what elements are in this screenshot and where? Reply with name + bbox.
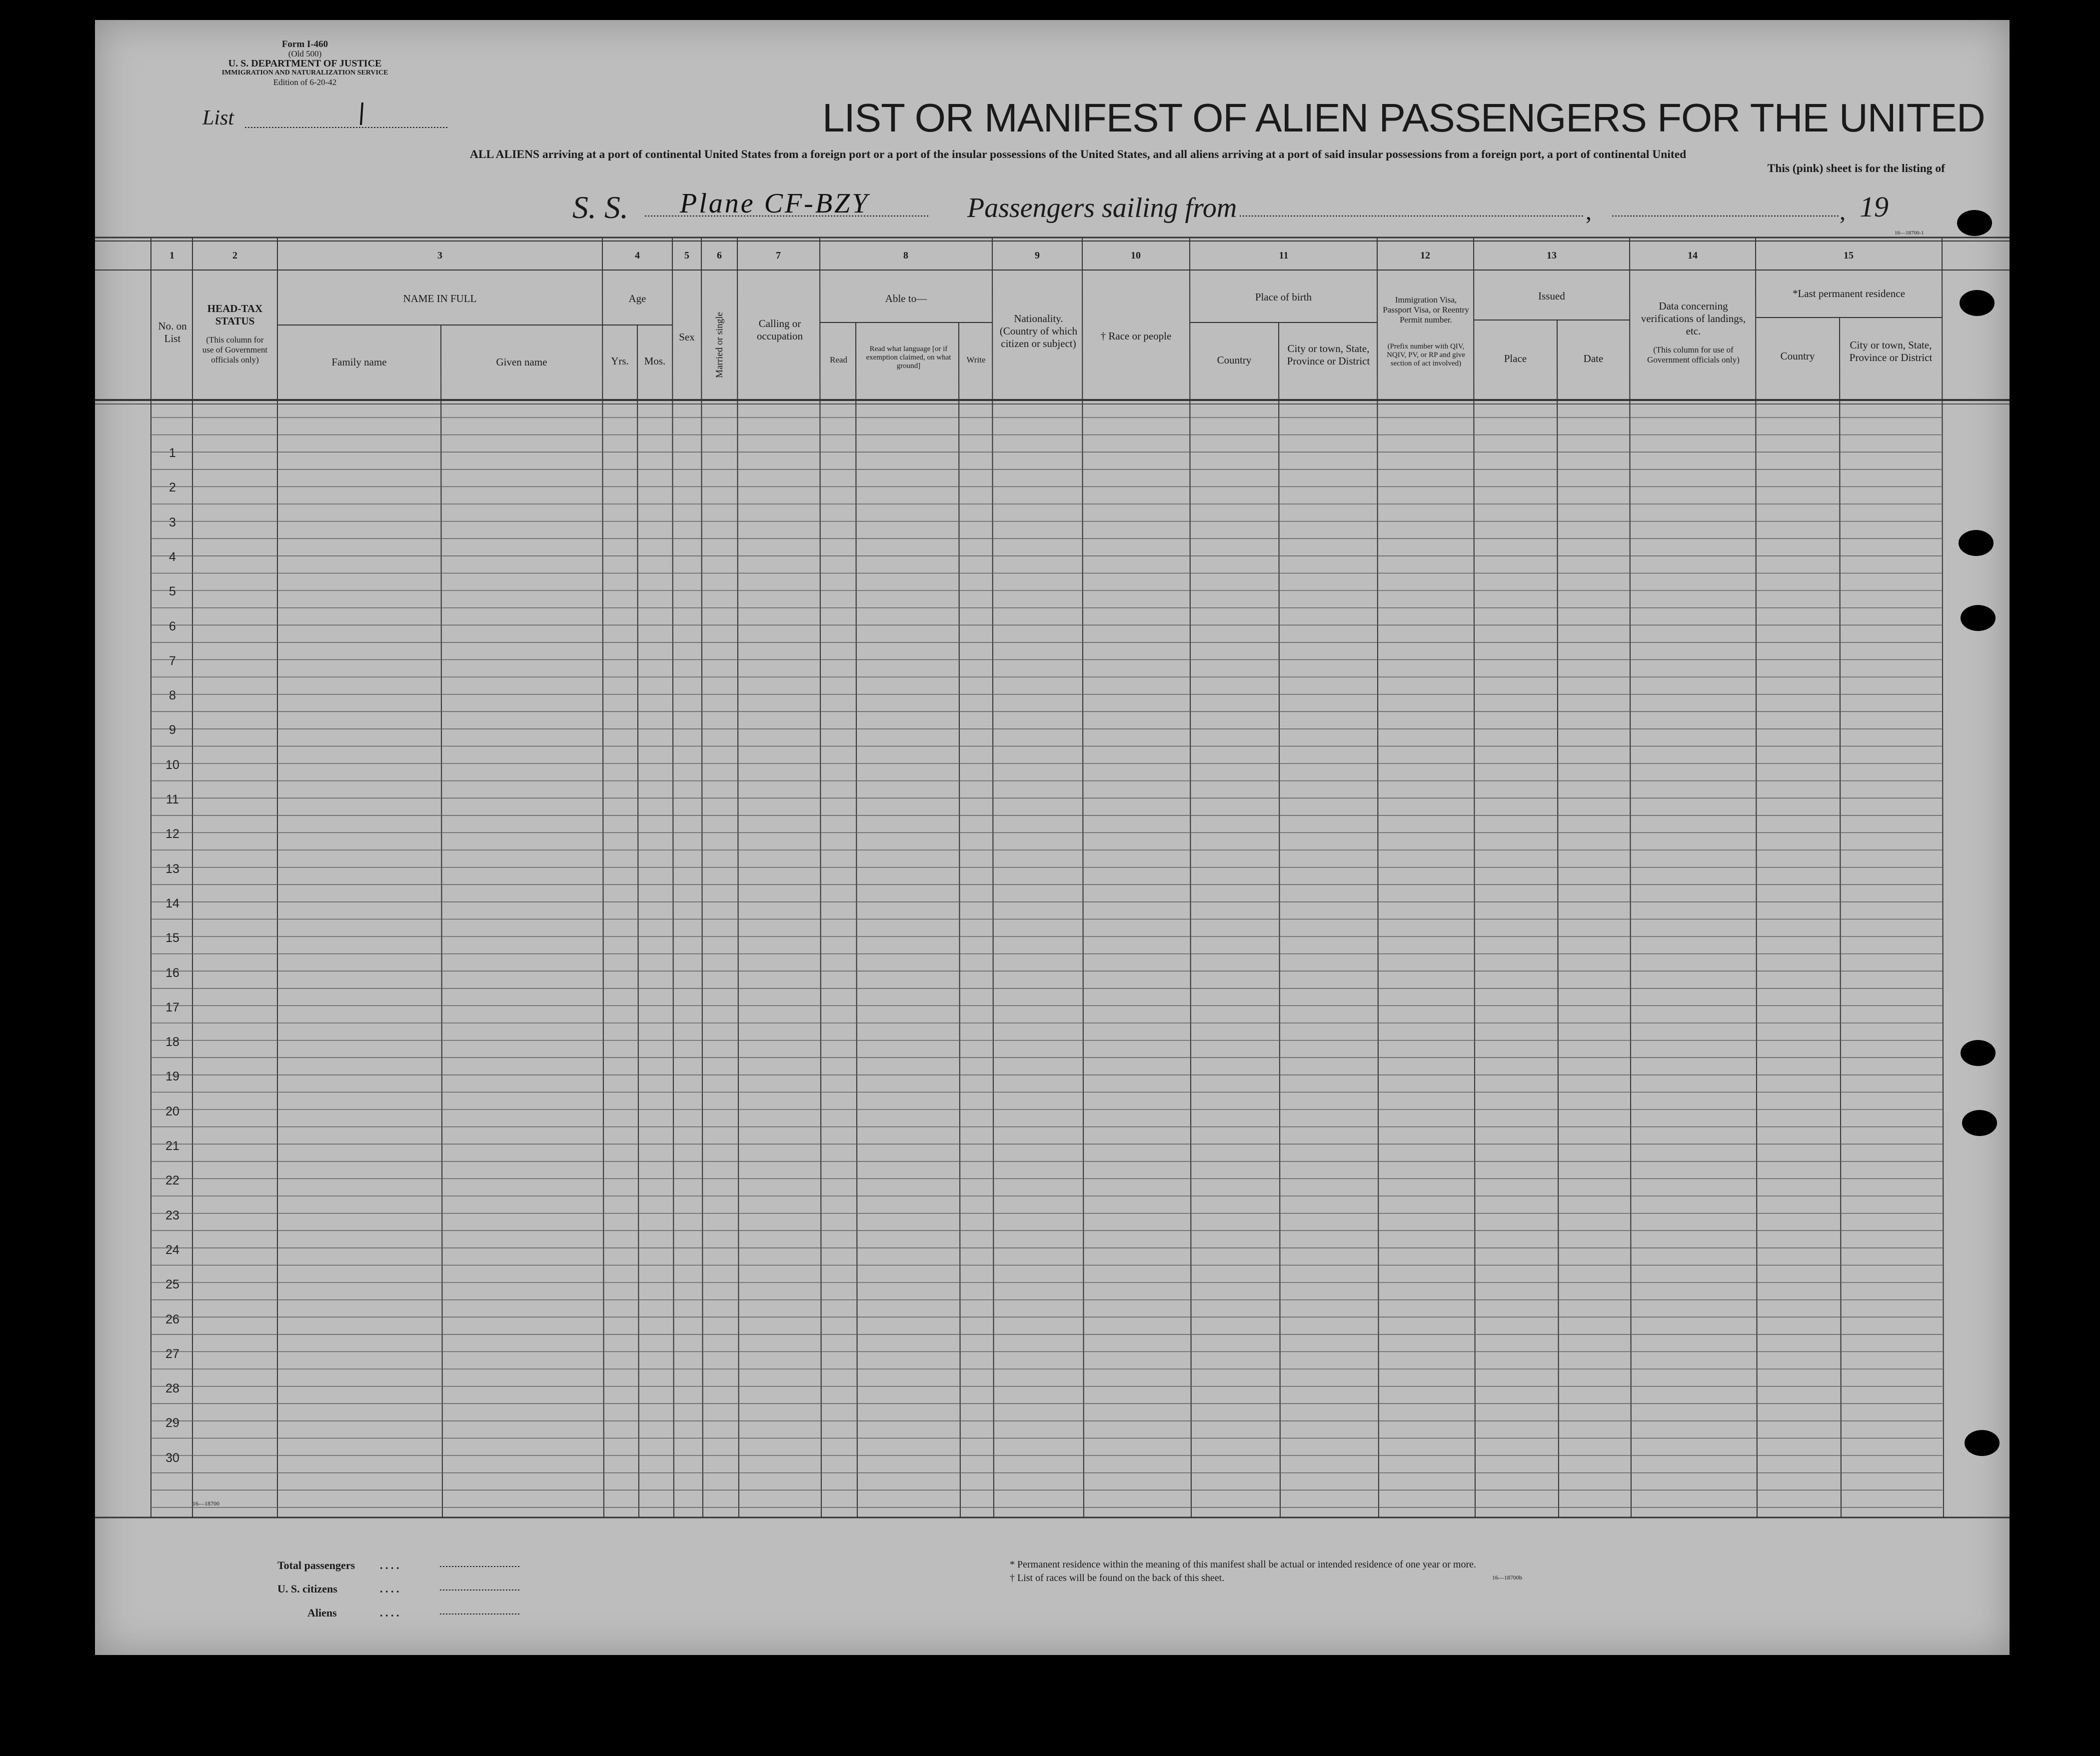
comma: , bbox=[1586, 198, 1592, 225]
row-number: 14 bbox=[165, 896, 179, 910]
year-label: 19 bbox=[1860, 190, 1889, 223]
header-calling: Calling or occupation bbox=[756, 318, 803, 342]
header-family-name: Family name bbox=[331, 356, 387, 368]
header-married-single: Married or single bbox=[714, 312, 725, 378]
row-number: 15 bbox=[165, 931, 179, 946]
header-data-landings-note: (This column for use of Government officials only) bbox=[1647, 345, 1740, 364]
header-sex: Sex bbox=[679, 331, 695, 343]
header-pob-country: Country bbox=[1217, 354, 1252, 366]
row-number: 24 bbox=[165, 1242, 179, 1257]
department: U. S. DEPARTMENT OF JUSTICE bbox=[228, 58, 382, 69]
form-code: 16—18700-1 bbox=[1895, 230, 1924, 236]
header-issued-date: Date bbox=[1583, 352, 1604, 364]
row-number: 27 bbox=[165, 1346, 179, 1361]
list-label: List bbox=[202, 106, 234, 130]
header-no-on-list: No. on List bbox=[158, 320, 187, 344]
col-num: 3 bbox=[437, 250, 442, 261]
total-passengers-label: Total passengers bbox=[277, 1559, 355, 1572]
header-head-tax-note: (This column for use of Government officials only) bbox=[202, 335, 268, 364]
col-num: 5 bbox=[684, 250, 689, 261]
ss-vessel-handwritten: Plane CF-BZY bbox=[680, 188, 870, 219]
header-last-residence: *Last permanent residence bbox=[1792, 288, 1906, 300]
ss-label: S. S. bbox=[572, 190, 628, 225]
header-read: Read bbox=[830, 355, 847, 364]
us-citizens-label: U. S. citizens bbox=[277, 1582, 337, 1595]
footnote-races: † List of races will be found on the back of this sheet. bbox=[1010, 1572, 1225, 1584]
row-number: 3 bbox=[169, 515, 176, 530]
instruction-line-2: This (pink) sheet is for the listing of bbox=[1767, 162, 1945, 175]
col-num: 13 bbox=[1547, 250, 1557, 261]
header-nationality: Nationality. (Country of which citizen or subject) bbox=[999, 312, 1078, 350]
col-num: 6 bbox=[717, 250, 722, 261]
row-number: 17 bbox=[165, 1000, 179, 1014]
col-num: 9 bbox=[1035, 250, 1040, 261]
row-number: 10 bbox=[165, 758, 179, 772]
instruction-line-1: ALL ALIENS arriving at a port of continental United States from a foreign port or a port of the insular possessions of the United States, and all aliens arriving at a port of said insular possessions from a foreign port, a port of continental United bbox=[470, 148, 1687, 161]
col-num: 4 bbox=[635, 250, 640, 261]
header-given-name: Given name bbox=[496, 356, 547, 368]
edition: Edition of 6-20-42 bbox=[273, 78, 337, 87]
header-lr-country: Country bbox=[1780, 350, 1815, 362]
row-number: 9 bbox=[169, 723, 176, 738]
leader-dots: . . . . bbox=[380, 1606, 399, 1619]
col-num: 2 bbox=[232, 250, 237, 261]
row-number: 23 bbox=[165, 1208, 179, 1222]
row-number: 11 bbox=[166, 792, 179, 806]
header-place-of-birth: Place of birth bbox=[1255, 291, 1312, 303]
header-read-language: Read what language [or if exemption claimed, on what ground] bbox=[866, 345, 951, 370]
row-number: 7 bbox=[169, 654, 176, 668]
leader-dots: . . . . bbox=[380, 1559, 399, 1572]
footnote-permanent-residence: * Permanent residence within the meaning of this manifest shall be actual or intended residence of one year or more. bbox=[1010, 1559, 1477, 1570]
header-visa: Immigration Visa, Passport Visa, or Reentry Permit number. bbox=[1383, 295, 1469, 324]
header-age-yrs: Yrs. bbox=[611, 355, 629, 367]
row-number: 20 bbox=[165, 1104, 179, 1118]
col-num: 7 bbox=[776, 250, 781, 261]
col-num: 8 bbox=[903, 250, 908, 261]
row-number: 29 bbox=[165, 1416, 179, 1430]
header-lr-city: City or town, State, Province or District bbox=[1849, 339, 1933, 364]
header-issued-place: Place bbox=[1504, 352, 1527, 364]
row-number: 18 bbox=[165, 1035, 179, 1050]
bottom-form-code: 16—18700 bbox=[192, 1500, 219, 1507]
col-num: 14 bbox=[1688, 250, 1698, 261]
row-number: 6 bbox=[169, 619, 176, 634]
row-number: 26 bbox=[165, 1312, 179, 1326]
header-age: Age bbox=[628, 292, 646, 304]
row-number: 25 bbox=[165, 1278, 179, 1292]
header-race: † Race or people bbox=[1100, 330, 1172, 342]
header-data-landings: Data concerning verifications of landings, etc. bbox=[1641, 300, 1746, 337]
row-number: 16 bbox=[165, 966, 179, 980]
row-number: 30 bbox=[165, 1450, 179, 1465]
col-num: 11 bbox=[1279, 250, 1289, 261]
row-number: 22 bbox=[165, 1174, 179, 1188]
col-num: 1 bbox=[169, 250, 174, 261]
footnote-code: 16—18700b bbox=[1492, 1574, 1522, 1581]
header-pob-city: City or town, State, Province or District bbox=[1287, 342, 1370, 367]
row-number: 13 bbox=[165, 862, 179, 876]
row-number: 19 bbox=[165, 1070, 179, 1084]
row-number: 12 bbox=[165, 827, 179, 842]
row-number: 28 bbox=[165, 1382, 179, 1396]
sailing-from-label: Passengers sailing from bbox=[967, 192, 1237, 224]
row-number: 2 bbox=[169, 480, 176, 495]
service: IMMIGRATION AND NATURALIZATION SERVICE bbox=[221, 69, 388, 76]
leader-dots: . . . . bbox=[380, 1582, 399, 1595]
comma: , bbox=[1840, 198, 1846, 225]
header-head-tax: HEAD-TAX STATUS bbox=[207, 302, 263, 327]
col-num: 10 bbox=[1131, 250, 1141, 261]
header-issued: Issued bbox=[1538, 290, 1565, 302]
col-num: 12 bbox=[1420, 250, 1430, 261]
header-visa-note: (Prefix number with QIV, NQIV, PV, or RP and give section of act involved) bbox=[1387, 342, 1465, 368]
header-write: Write bbox=[966, 355, 986, 364]
form-number: Form I-460 bbox=[281, 39, 328, 50]
header-name-in-full: NAME IN FULL bbox=[403, 292, 477, 304]
aliens-label: Aliens bbox=[307, 1606, 337, 1619]
row-number: 1 bbox=[169, 446, 176, 460]
row-number: 4 bbox=[169, 550, 176, 564]
page-title: LIST OR MANIFEST OF ALIEN PASSENGERS FOR THE UNITED bbox=[822, 96, 1985, 140]
col-num: 15 bbox=[1844, 250, 1854, 261]
old-form-number: (Old 500) bbox=[288, 49, 322, 58]
row-number: 21 bbox=[165, 1139, 179, 1153]
row-number: 5 bbox=[169, 584, 176, 599]
row-number: 8 bbox=[169, 688, 176, 703]
header-age-mos: Mos. bbox=[644, 355, 666, 367]
header-able-to: Able to— bbox=[885, 292, 927, 304]
